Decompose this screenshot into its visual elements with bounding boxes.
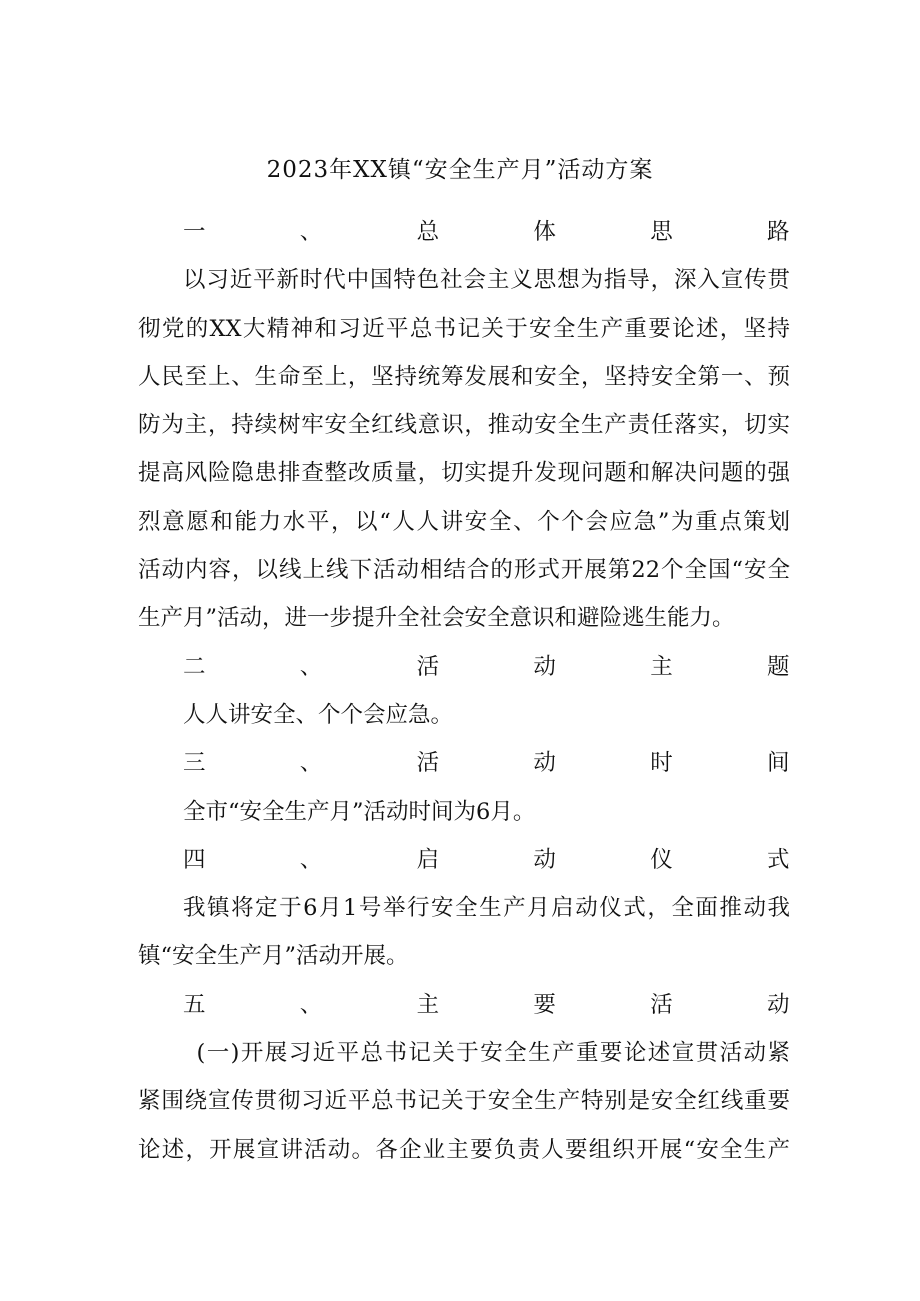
paragraph-line: 论述，开展宣讲活动。各企业主要负责人要组织开展“安全生产 [138,1136,790,1163]
paragraph-line: (一)开展习近平总书记关于安全生产重要论述宣贯活动紧 [196,1040,790,1067]
section-heading-4: 四、启动仪式 [183,846,790,873]
paragraph-line: 提高风险隐患排查整改质量，切实提升发现问题和解决问题的强 [138,460,790,487]
paragraph-line: 活动内容，以线上线下活动相结合的形式开展第22个全国“安全 [138,557,790,584]
paragraph-line: 以习近平新时代中国特色社会主义思想为指导，深入宣传贯 [183,267,790,294]
paragraph-line: 防为主，持续树牢安全红线意识，推动安全生产责任落实，切实 [138,412,790,439]
section-heading-2: 二、活动主题 [183,653,790,680]
paragraph-line: 生产月”活动，进一步提升全社会安全意识和避险逃生能力。 [138,605,735,632]
paragraph-line: 人民至上、生命至上，坚持统筹发展和安全，坚持安全第一、预 [138,363,790,390]
paragraph-line: 彻党的XX大精神和习近平总书记关于安全生产重要论述，坚持 [138,315,790,342]
paragraph-line: 紧围绕宣传贯彻习近平总书记关于安全生产特别是安全红线重要 [138,1088,790,1115]
paragraph-line: 全市“安全生产月”活动时间为6月。 [183,798,536,825]
section-heading-1: 一、总体思路 [183,219,790,245]
section-heading-5: 五、主要活动 [183,991,790,1018]
paragraph-line: 烈意愿和能力水平，以“人人讲安全、个个会应急”为重点策划 [138,508,790,535]
section-heading-3: 三、活动时间 [183,750,790,777]
paragraph-line: 镇“安全生产月”活动开展。 [138,943,409,970]
paragraph-line: 人人讲安全、个个会应急。 [183,701,454,728]
paragraph-line: 我镇将定于6月1号举行安全生产月启动仪式，全面推动我 [183,895,790,922]
document-title: 2023年XX镇“安全生产月”活动方案 [266,157,654,183]
document-body [138,208,790,1174]
